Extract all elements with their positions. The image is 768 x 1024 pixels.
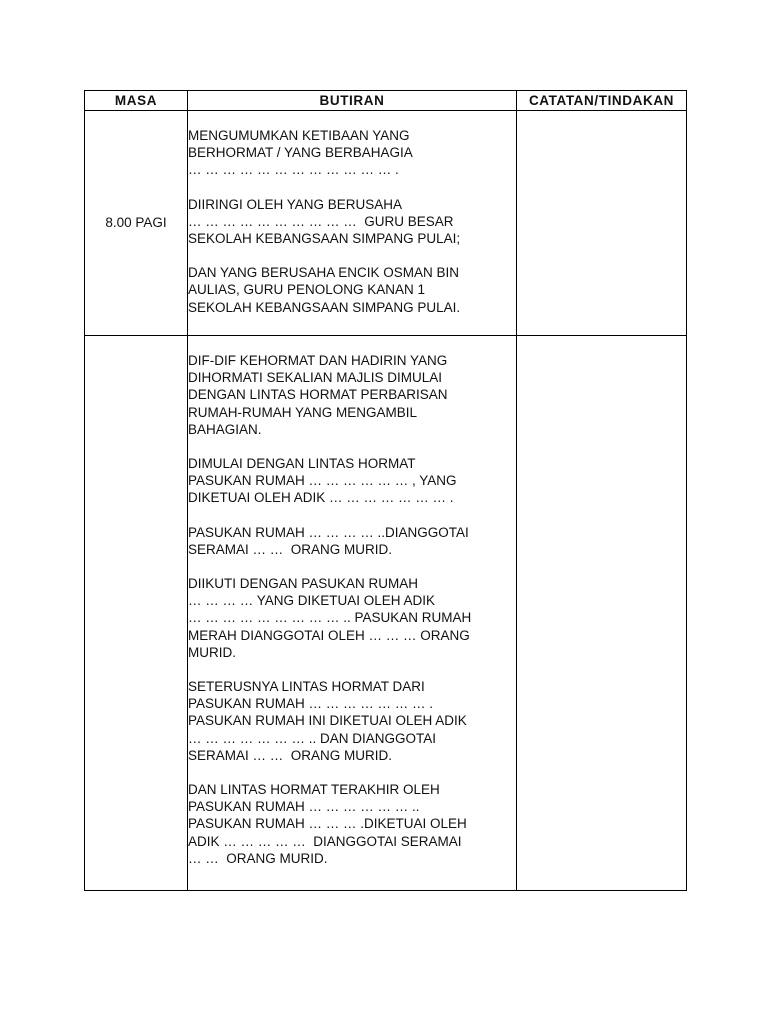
butiran-paragraph: DIF-DIF KEHORMAT DAN HADIRIN YANG DIHORMATI SEKALIAN MAJLIS DIMULAI DENGAN LINTAS HORMAT PERBARISAN RUMAH-RUMAH YANG MENGAMBIL BAHAGIAN. (188, 353, 448, 437)
masa-cell: 8.00 PAGI (85, 111, 188, 336)
butiran-cell (188, 111, 517, 336)
butiran-paragraph: PASUKAN RUMAH … … … … ..DIANGGOTAI SERAMAI … … ORANG MURID. (188, 524, 469, 557)
program-schedule-table (84, 90, 687, 891)
header-catatan: CATATAN/TINDAKAN (517, 91, 687, 111)
header-butiran: BUTIRAN (188, 91, 517, 111)
butiran-paragraph: DIIKUTI DENGAN PASUKAN RUMAH … … … … YANG DIKETUAI OLEH ADIK … … … … … … … … … .. PASUKAN RUMAH MERAH DIANGGOTAI OLEH … … … ORANG MURID. (188, 576, 472, 660)
table-row (85, 336, 687, 891)
catatan-cell (517, 336, 687, 891)
butiran-paragraph: SETERUSNYA LINTAS HORMAT DARI PASUKAN RUMAH … … … … … … … . PASUKAN RUMAH INI DIKETUAI OLEH ADIK … … … … … … … .. DAN DIANGGOTAI SERAMAI … … ORANG MURID. (188, 679, 467, 763)
masa-cell (85, 336, 188, 891)
header-masa: MASA (85, 91, 188, 111)
butiran-paragraph: DAN LINTAS HORMAT TERAKHIR OLEH PASUKAN RUMAH … … … … … … .. PASUKAN RUMAH … … … .DIKETUAI OLEH ADIK … … … … … DIANGGOTAI SERAMAI … … ORANG MURID. (188, 782, 467, 866)
butiran-cell (188, 336, 517, 891)
catatan-cell (517, 111, 687, 336)
table-row (85, 111, 687, 336)
butiran-paragraph: DIIRINGI OLEH YANG BERUSAHA … … … … … … … … … … GURU BESAR SEKOLAH KEBANGSAAN SIMPANG PULAI; (188, 196, 461, 247)
butiran-paragraph: DAN YANG BERUSAHA ENCIK OSMAN BIN AULIAS, GURU PENOLONG KANAN 1 SEKOLAH KEBANGSAAN SIMPANG PULAI. (188, 265, 461, 315)
butiran-paragraph: DIMULAI DENGAN LINTAS HORMAT PASUKAN RUMAH … … … … … … , YANG DIKETUAI OLEH ADIK … … … … … … … . (188, 456, 457, 506)
butiran-paragraph: MENGUMUMKAN KETIBAAN YANG BERHORMAT / YANG BERBAHAGIA … … … … … … … … … … … … . (188, 128, 413, 178)
table-header-row (85, 91, 687, 111)
